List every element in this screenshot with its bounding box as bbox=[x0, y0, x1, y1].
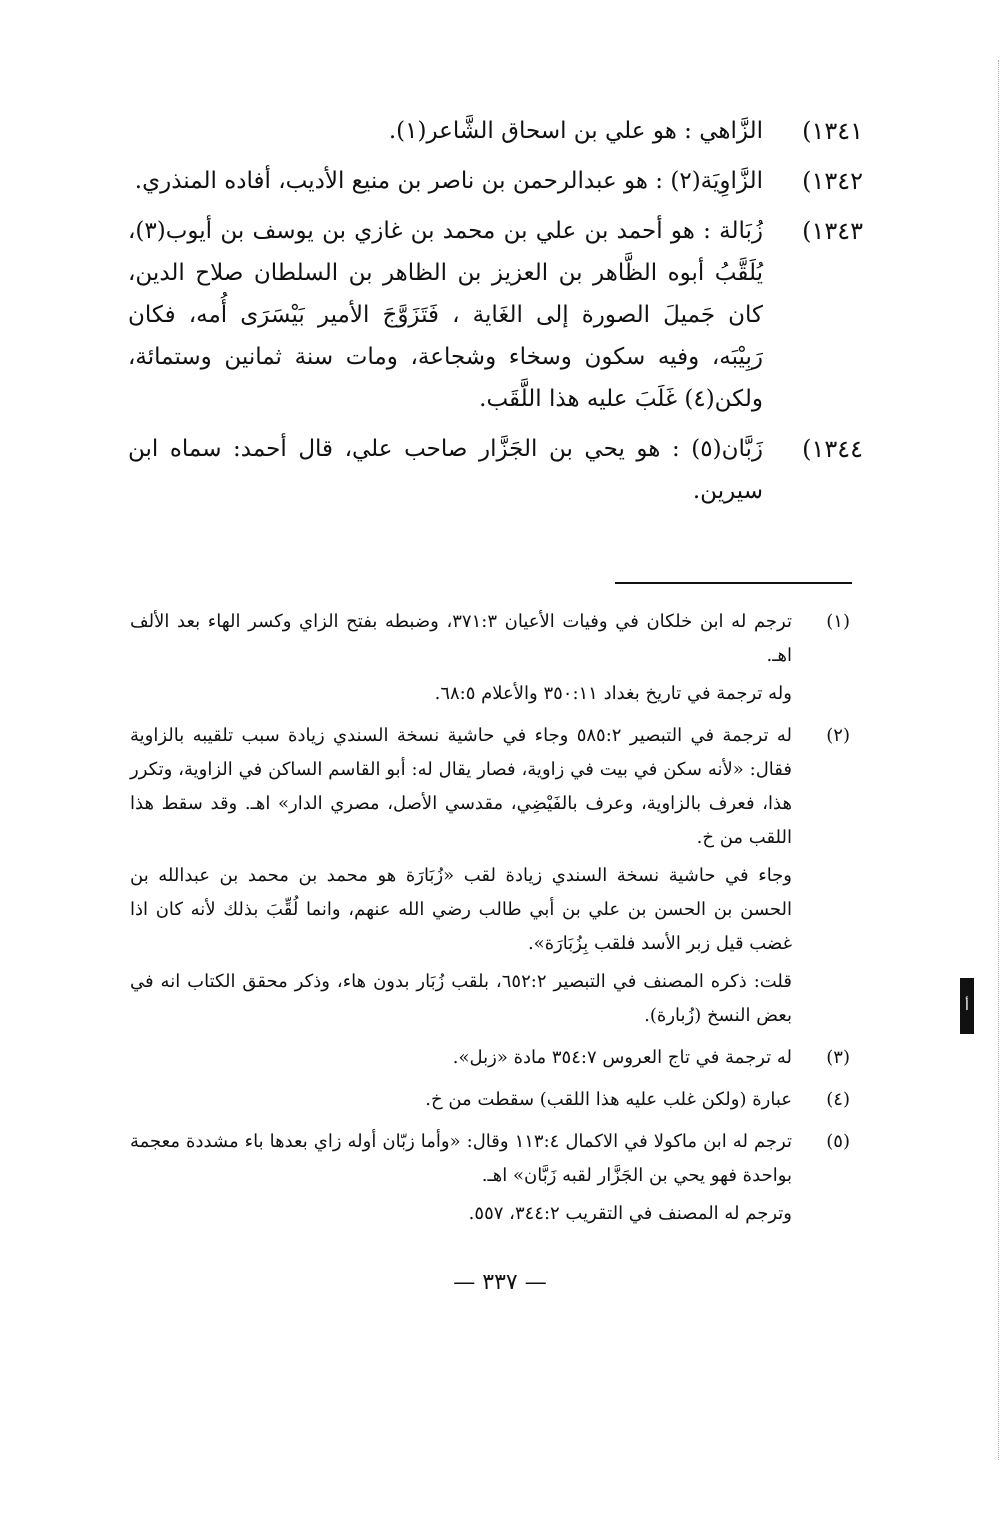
footnotes-list bbox=[130, 605, 850, 1239]
entry-number: ١٣٤١) bbox=[802, 117, 863, 145]
entry-text: الزَّاوِيَة(٢) : هو عبدالرحمن بن ناصر بن منيع الأديب، أفاده المنذري. bbox=[134, 168, 763, 194]
entry-number: ١٣٤٣) bbox=[802, 217, 863, 245]
footnote-body bbox=[130, 719, 792, 1037]
footnote-body bbox=[130, 1125, 792, 1235]
entry bbox=[128, 160, 863, 202]
chapter-edge-tab: أ bbox=[960, 978, 974, 1034]
footnote-paragraph: له ترجمة في التبصير ٥٨٥:٢ وجاء في حاشية نسخة السندي زيادة سبب تلقيبه بالزاوية فقال: «لأنه سكن في بيت في زاوية، فصار يقال له: أبو القاسم الساكن في الزاوية، وتكرر هذا، فعرف بالزاوية، وعرف بالفَيْضِي، مقدسي الأصل، مصري الدار» اهـ. وقد سقط هذا اللقب من خ. bbox=[130, 725, 793, 848]
footnote bbox=[130, 605, 850, 715]
footnote-number: (٣) bbox=[826, 1047, 850, 1068]
footnote bbox=[130, 1083, 850, 1121]
entry bbox=[128, 210, 863, 420]
entry bbox=[128, 110, 863, 152]
entry bbox=[128, 428, 863, 512]
footnote-number: (٢) bbox=[826, 725, 850, 746]
scan-edge-line bbox=[998, 60, 1000, 1460]
footnote-paragraph: عبارة (ولكن غلب عليه هذا اللقب) سقطت من خ. bbox=[425, 1089, 792, 1110]
entry-text: الزَّاهي : هو علي بن اسحاق الشَّاعر(١). bbox=[388, 118, 763, 144]
entry-text: زَبَّان(٥) : هو يحي بن الجَزَّار صاحب علي، قال أحمد: سماه ابن سيرين. bbox=[128, 436, 763, 504]
entry-number: ١٣٤٤) bbox=[802, 435, 863, 463]
footnote bbox=[130, 1125, 850, 1235]
footnote-number: (٥) bbox=[826, 1131, 850, 1152]
footnote bbox=[130, 1041, 850, 1079]
footnote-separator bbox=[615, 582, 852, 584]
footnote-number: (٤) bbox=[826, 1089, 850, 1110]
footnote-paragraph: وجاء في حاشية نسخة السندي زيادة لقب «زُبَارَة هو محمد بن محمد بن عبدالله بن الحسن بن الحسن بن علي بن أبي طالب رضي الله عنهم، وانما لُقِّبَ بذلك لأنه كان اذا غضب قيل زبر الأسد فلقب بِزُبَارَة». bbox=[130, 865, 792, 954]
footnote-paragraph: ترجم له ابن خلكان في وفيات الأعيان ٣٧١:٣، وضبطه بفتح الزاي وكسر الهاء بعد الألف اهـ. bbox=[130, 611, 792, 666]
footnote-paragraph: وترجم له المصنف في التقريب ٣٤٤:٢، ٥٥٧. bbox=[468, 1203, 792, 1224]
entry-text: زُبَالة : هو أحمد بن علي بن محمد بن غازي بن يوسف بن أيوب(٣)، يُلَقَّبُ أبوه الظَّاهر بن العزيز بن الظاهر بن السلطان صلاح الدين، كان جَميلَ الصورة إلى الغَاية ، فَتَزَوَّجَ الأمير بَيْسَرَى أُمه، فكان رَبِيْبَه، وفيه سكون وسخاء وشجاعة، ومات سنة ثمانين وستمائة، ولكن(٤) غَلَبَ عليه هذا اللَّقَب. bbox=[128, 218, 763, 412]
footnote-paragraph: ترجم له ابن ماكولا في الاكمال ١١٣:٤ وقال: «وأما زبّان أوله زاي بعدها باء مشددة معجمة بواحدة فهو يحي بن الجَزَّار لقبه زَبَّان» اهـ. bbox=[130, 1131, 793, 1186]
entry-number: ١٣٤٢) bbox=[802, 167, 863, 195]
footnote-paragraph: له ترجمة في تاج العروس ٣٥٤:٧ مادة «زبل». bbox=[452, 1047, 792, 1068]
footnote bbox=[130, 719, 850, 1037]
footnote-paragraph: قلت: ذكره المصنف في التبصير ٦٥٢:٢، بلقب زُبَار بدون هاء، وذكر محقق الكتاب انه في بعض النسخ (زُبارة). bbox=[130, 971, 792, 1026]
page-number: — ٣٣٧ — bbox=[453, 1270, 547, 1295]
footnote-body bbox=[130, 1041, 792, 1079]
footnote-body bbox=[130, 1083, 792, 1121]
footnote-paragraph: وله ترجمة في تاريخ بغداد ٣٥٠:١١ والأعلام ٦٨:٥. bbox=[434, 683, 792, 704]
entries-list bbox=[128, 110, 863, 520]
footnote-body bbox=[130, 605, 792, 715]
footnote-number: (١) bbox=[826, 611, 850, 632]
